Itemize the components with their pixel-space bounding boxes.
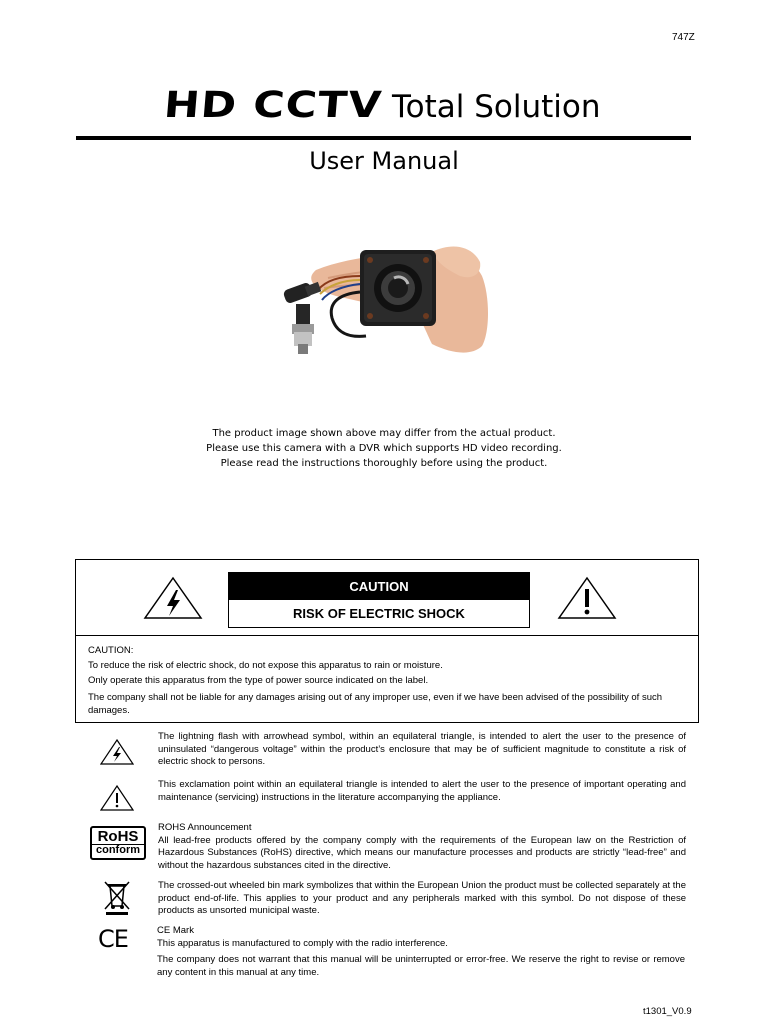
lightning-notice-text: The lightning flash with arrowhead symbol, within an equilateral triangle, is intended to alert the user to the presence of uninsulated “dangerous voltage” within the product’s enclosure that may be of sufficient magnitude to constitute a risk of electric shock to persons. <box>158 731 686 767</box>
rohs-icon-label: RoHS <box>97 828 139 845</box>
caution-label <box>228 572 530 628</box>
ce-body: This apparatus is manufactured to comply with the radio interference. <box>157 937 448 949</box>
rohs-icon <box>90 826 146 860</box>
ce-notice-text <box>157 925 685 979</box>
revision-code: t1301_V0.9 <box>643 1006 692 1017</box>
brand-tagline: Total Solution <box>392 89 601 125</box>
model-code: 747Z <box>672 32 695 43</box>
caution-paragraph: Only operate this apparatus from the type of power source indicated on the label. <box>88 675 429 686</box>
crossed-out-wheeled-bin-icon <box>102 880 132 916</box>
exclamation-notice-text: This exclamation point within an equilateral triangle is intended to alert the user to the presence of important operating and maintenance (servicing) instructions in the literature accompanying the appliance. <box>158 779 686 803</box>
caution-header <box>76 560 698 636</box>
ce-mark-icon: CE <box>98 925 128 953</box>
brand-hd-cctv: HD CCTV <box>162 85 384 126</box>
ce-heading: CE Mark <box>157 925 194 936</box>
weee-notice-text: The crossed-out wheeled bin mark symbolizes that within the European Union the product must be collected separately at the product end-of-life. This applies to your product and any peripherals marked with this symbol. Do not dispose of these products as unsorted municipal waste. <box>158 880 686 916</box>
caution-label-subtitle: RISK OF ELECTRIC SHOCK <box>293 606 465 621</box>
caution-body <box>88 644 688 719</box>
disclaimer <box>0 426 768 471</box>
caution-paragraph: To reduce the risk of electric shock, do not expose this apparatus to rain or moisture. <box>88 660 443 671</box>
rohs-heading: ROHS Announcement <box>158 822 252 833</box>
lightning-triangle-icon <box>100 739 134 765</box>
brand-logo <box>164 86 624 126</box>
rohs-icon-sublabel: conform <box>92 844 144 856</box>
warranty-disclaimer: The company does not warrant that this manual will be uninterrupted or error-free. We reserve the right to revise or remove any content in this manual at any time. <box>157 954 685 978</box>
document-title: User Manual <box>309 147 459 175</box>
disclaimer-line: The product image shown above may differ from the actual product. <box>212 428 556 439</box>
rohs-notice-text <box>158 822 686 872</box>
caution-paragraph: The company shall not be liable for any damages arising out of any improper use, even if we have been advised of the possibility of such damages. <box>88 692 663 716</box>
header-rule <box>76 136 691 140</box>
lightning-triangle-icon <box>143 576 203 620</box>
exclamation-triangle-icon <box>100 785 134 811</box>
product-photo <box>276 232 490 360</box>
disclaimer-line: Please read the instructions thoroughly before using the product. <box>220 458 548 469</box>
caution-box <box>75 559 699 723</box>
exclamation-triangle-icon <box>557 576 617 620</box>
rohs-body: All lead-free products offered by the company comply with the requirements of the European law on the Restriction of Hazardous Substances (RoHS) directive, which means our manufacture processes and products are strictly “lead-free” and without the hazardous substances cited in the directive. <box>158 834 686 871</box>
disclaimer-line: Please use this camera with a DVR which supports HD video recording. <box>206 443 562 454</box>
caution-heading: CAUTION: <box>88 645 134 656</box>
caution-label-title: CAUTION <box>229 573 529 600</box>
